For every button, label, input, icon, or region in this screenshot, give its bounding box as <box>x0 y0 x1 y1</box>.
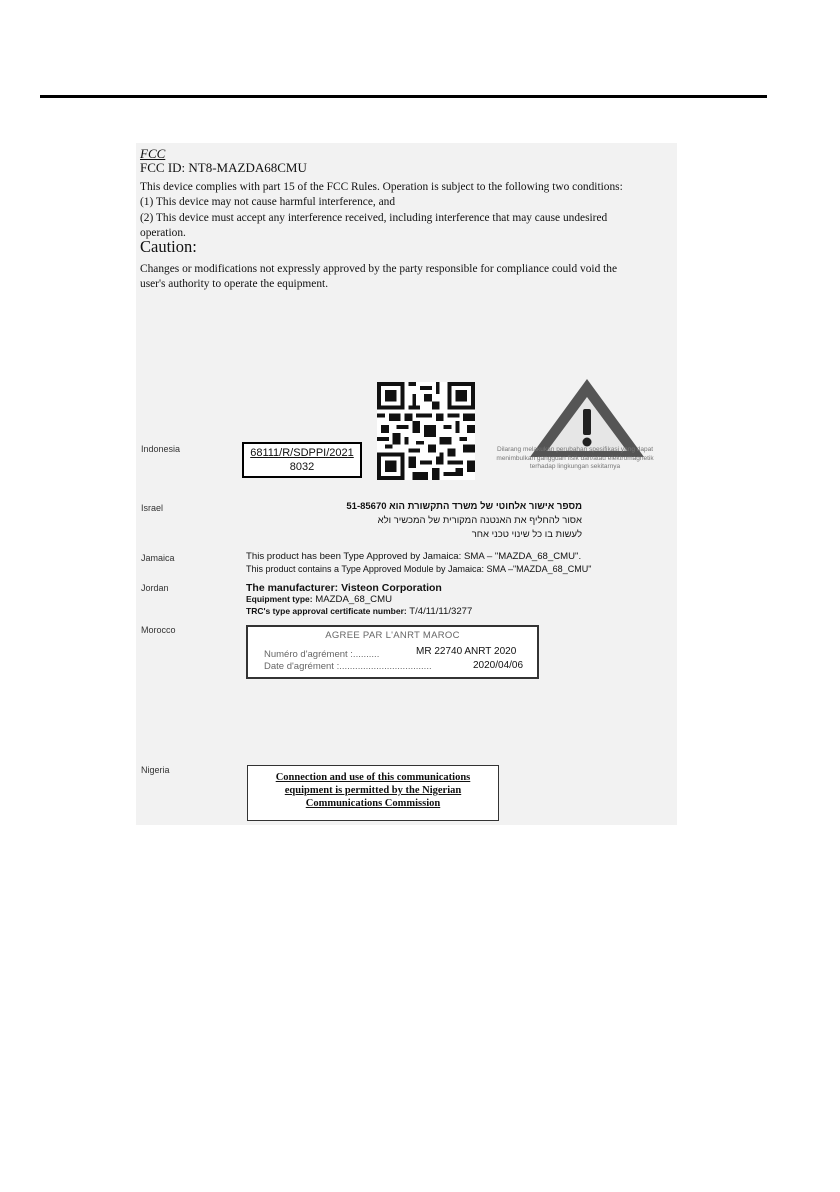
qr-code-icon <box>377 382 475 480</box>
country-jordan: Jordan <box>141 583 169 593</box>
israel-line-3: לעשות בו כל שינוי טכני אחר <box>471 529 582 540</box>
trc-value: T/4/11/11/3277 <box>409 606 473 617</box>
morocco-title: AGREE PAR L'ANRT MAROC <box>325 630 460 641</box>
header-rule <box>40 95 767 98</box>
fcc-condition-2a: (2) This device must accept any interference received, including interference that may cause undesired <box>140 212 608 224</box>
nigeria-line-1: Connection and use of this communications <box>275 772 471 783</box>
warning-text-line-2: menimbulkan gangguan fisik dan/atau elektromagnetik <box>496 454 654 462</box>
morocco-approval-box <box>246 625 539 679</box>
nigeria-line-3: Communications Commission <box>305 798 441 809</box>
indonesia-cert-suffix: 8032 <box>289 461 315 473</box>
jordan-trc <box>246 606 472 617</box>
indonesia-certificate-box <box>242 442 362 478</box>
israel-line-1: מספר אישור אלחוטי של משרד התקשורת הוא 51-85670 <box>346 501 582 512</box>
equipment-type-label: Equipment type: <box>246 594 313 604</box>
warning-text-line-3: terhadap lingkungan sekitarnya <box>529 463 621 470</box>
date-label: Date d'agrément :................................... <box>264 661 432 672</box>
israel-line-2: אסור להחליף את האנטנה המקורית של המכשיר ולא <box>377 515 582 526</box>
equipment-type-value: MAZDA_68_CMU <box>315 594 393 605</box>
nigeria-line-2: equipment is permitted by the Nigerian <box>284 785 462 796</box>
warning-text-line-1: Dilarang melakukan perubahan spesifikasi yang dapat <box>496 446 654 453</box>
fcc-condition-2b: operation. <box>140 227 186 239</box>
country-nigeria: Nigeria <box>141 765 170 775</box>
nigeria-notice-box <box>247 765 499 821</box>
caution-text-2: user's authority to operate the equipment. <box>140 278 329 290</box>
jamaica-line-2: This product contains a Type Approved Module by Jamaica: SMA –"MAZDA_68_CMU" <box>246 564 592 574</box>
fcc-heading: FCC <box>140 146 166 161</box>
country-indonesia: Indonesia <box>141 444 181 454</box>
caution-heading: Caution: <box>140 237 197 256</box>
fcc-statement: This device complies with part 15 of the FCC Rules. Operation is subject to the following two conditions: <box>140 181 623 193</box>
indonesia-warning-text <box>470 446 680 472</box>
caution-text-1: Changes or modifications not expressly approved by the party responsible for compliance could void the <box>140 263 618 275</box>
numero-label: Numéro d'agrément :.......... <box>264 649 380 660</box>
jordan-manufacturer: The manufacturer: Visteon Corporation <box>246 582 442 594</box>
numero-value: MR 22740 ANRT 2020 <box>416 646 517 657</box>
fcc-id: FCC ID: NT8-MAZDA68CMU <box>140 160 307 175</box>
fcc-condition-1: (1) This device may not cause harmful interference, and <box>140 196 396 208</box>
country-morocco: Morocco <box>141 625 176 635</box>
trc-label: TRC's type approval certificate number: <box>246 606 407 616</box>
jordan-equipment <box>246 594 392 605</box>
indonesia-cert-number: 68111/R/SDPPI/2021 <box>250 447 354 459</box>
country-jamaica: Jamaica <box>141 553 175 563</box>
regulatory-label-scan <box>136 143 677 825</box>
country-israel: Israel <box>141 503 164 513</box>
jamaica-line-1: This product has been Type Approved by Jamaica: SMA – "MAZDA_68_CMU". <box>246 551 582 562</box>
date-value: 2020/04/06 <box>473 660 524 671</box>
